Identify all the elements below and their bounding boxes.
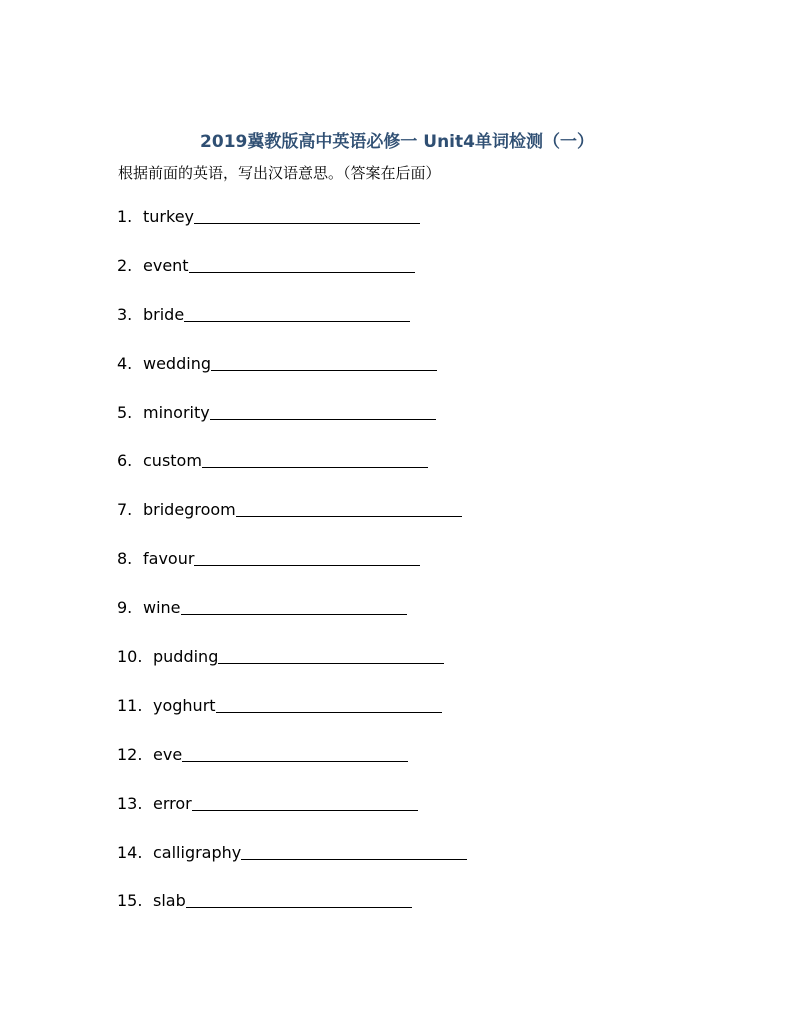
- item-number: 10.: [117, 647, 143, 667]
- list-item: [117, 889, 717, 938]
- document-title: 2019冀教版高中英语必修一 Unit4单词检测（一）: [200, 132, 594, 152]
- item-word: eve: [153, 744, 183, 764]
- item-word: wedding: [143, 353, 211, 373]
- item-word: calligraphy: [153, 842, 242, 862]
- item-word: event: [143, 255, 189, 275]
- item-word: wine: [143, 598, 181, 618]
- list-item: [117, 352, 717, 401]
- item-number: 9.: [117, 598, 133, 618]
- item-number: 3.: [117, 304, 133, 324]
- item-word: slab: [153, 891, 186, 911]
- item-word: yoghurt: [153, 695, 216, 715]
- item-word: custom: [143, 451, 202, 471]
- answer-blank: [241, 841, 467, 860]
- list-item: [117, 547, 717, 596]
- list-item: [117, 401, 717, 450]
- instruction-text: 根据前面的英语，写出汉语意思。（答案在后面）: [118, 164, 441, 182]
- item-number: 7.: [117, 500, 133, 520]
- item-word: bridegroom: [143, 500, 236, 520]
- answer-blank: [192, 792, 418, 811]
- item-number: 14.: [117, 842, 143, 862]
- item-word: turkey: [143, 207, 194, 226]
- item-number: 5.: [117, 402, 133, 422]
- list-item: [117, 792, 717, 841]
- item-word: pudding: [153, 647, 219, 667]
- list-item: [117, 645, 717, 694]
- answer-blank: [218, 645, 444, 664]
- answer-blank: [216, 694, 442, 713]
- answer-blank: [184, 303, 410, 322]
- list-item: [117, 303, 717, 352]
- item-word: favour: [143, 549, 195, 569]
- item-number: 1.: [117, 207, 133, 226]
- answer-blank: [236, 498, 462, 517]
- answer-blank: [194, 205, 420, 224]
- list-item: [117, 498, 717, 547]
- list-item: [117, 596, 717, 645]
- item-number: 15.: [117, 891, 143, 911]
- item-number: 4.: [117, 353, 133, 373]
- answer-blank: [202, 449, 428, 468]
- item-number: 6.: [117, 451, 133, 471]
- list-item: [117, 449, 717, 498]
- item-number: 2.: [117, 255, 133, 275]
- word-list: [117, 205, 717, 938]
- answer-blank: [211, 352, 437, 371]
- answer-blank: [210, 401, 436, 420]
- list-item: [117, 841, 717, 890]
- item-word: error: [153, 793, 192, 813]
- answer-blank: [194, 547, 420, 566]
- list-item: [117, 254, 717, 303]
- item-number: 13.: [117, 793, 143, 813]
- list-item: [117, 205, 717, 254]
- list-item: [117, 743, 717, 792]
- answer-blank: [189, 254, 415, 273]
- answer-blank: [186, 889, 412, 908]
- item-number: 12.: [117, 744, 143, 764]
- answer-blank: [182, 743, 408, 762]
- item-word: minority: [143, 402, 210, 422]
- answer-blank: [181, 596, 407, 615]
- item-number: 11.: [117, 695, 143, 715]
- item-word: bride: [143, 304, 185, 324]
- list-item: [117, 694, 717, 743]
- item-number: 8.: [117, 549, 133, 569]
